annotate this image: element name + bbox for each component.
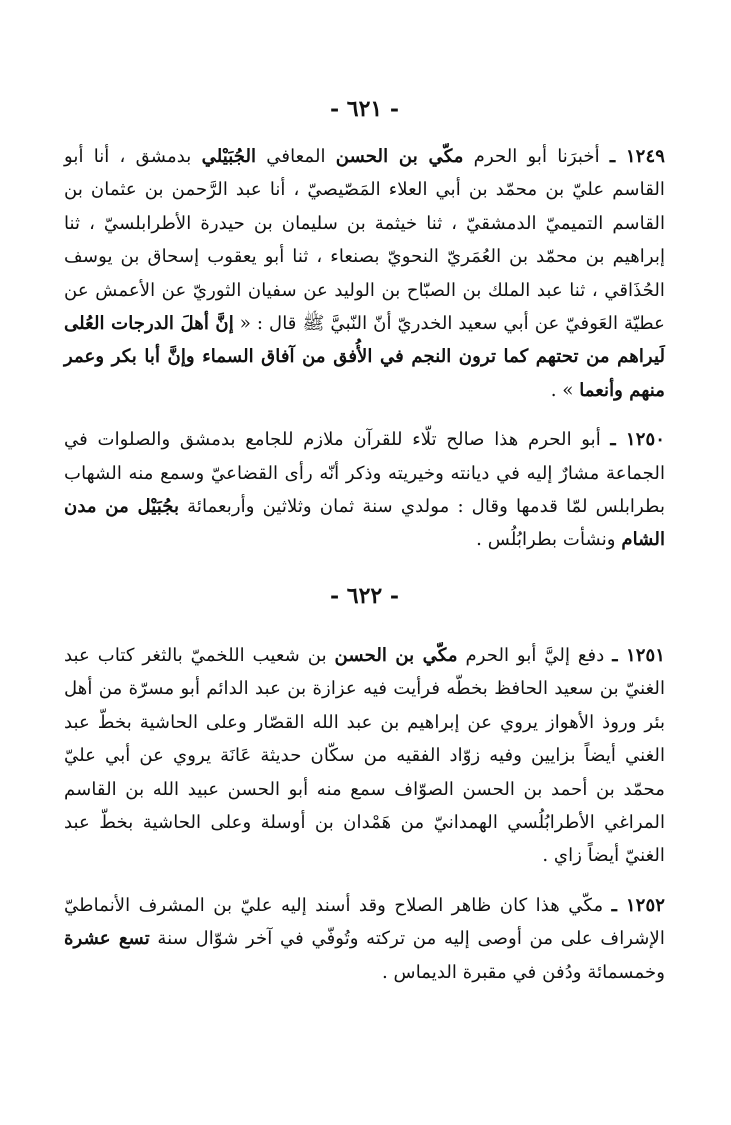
text-run: مكّي هذا كان ظاهر الصلاح وقد أسند إليه عليّ بن المشرف الأنماطيّ الإشراف على من أوصى إليه من تركته وتُوفّي في آخر شوّال سنة (64, 894, 665, 950)
entry-number: ١٢٥٠ ـ (610, 429, 665, 451)
text-run: أبو الحرم هذا صالح تلّاء للقرآن ملازم للجامع بدمشق والصلوات في الجماعة مشارٌ إليه في ديانته وخيريته وذكر أنّه رأى القضاعيّ وسمع منه الشهاب بطرابلس لمّا قدمها وقال : مولدي سنة ثمان وثلاثين وأربعمائة (64, 429, 665, 518)
page-number-heading: - ٦٢١ - (329, 96, 400, 122)
hadith-text: إنَّ أهلَ الدرجات العُلى لَيراهم من تحتهم كما ترون النجم في الأُفق من آفاق السماء وإنَّ أبا بكر وعمر منهم وأنعما (64, 313, 665, 401)
emphasized-name: مكّي بن الحسن (335, 146, 464, 167)
text-run: دفع إليَّ أبو الحرم (457, 644, 613, 666)
entry-1252 (64, 889, 665, 989)
text-run: بدمشق ، أنا أبو القاسم عليّ بن محمّد بن أبي العلاء المَصّيصيّ ، أنا عبد الرَّحمن بن عثمان بن القاسم التميميّ الدمشقيّ ، ثنا خيثمة بن سليمان بن حيدرة الأطرابلسيّ ، ثنا إبراهيم بن محمّد بن العُمَريّ النحويّ بصنعاء ، ثنا أبو يعقوب إسحاق بن يوسف الحُذَاقي ، ثنا عبد الملك بن الصبّاح بن الوليد عن سفيان الثوريّ عن الأعمش عن عطيّة العَوفيّ عن أبي سعيد الخدريّ أنّ النّبيَّ ﷺ قال : « (64, 146, 665, 335)
entry-number: ١٢٥١ ـ (612, 644, 666, 666)
emphasized-place: بجُبَيْل من مدن الشام (64, 496, 665, 551)
emphasized-name: الجُبَيْلي (201, 146, 257, 167)
entry-number: ١٢٤٩ ـ (609, 146, 665, 167)
text-run: أخبرَنا أبو الحرم (463, 146, 610, 167)
entry-1250 (64, 423, 665, 557)
entry-number: ١٢٥٢ ـ (611, 894, 665, 916)
text-run: ونشأت بطرابُلُس . (476, 529, 622, 551)
emphasized-name: مكّي بن الحسن (334, 644, 458, 666)
entry-1249 (64, 140, 665, 407)
text-run: المعافي (256, 146, 336, 167)
emphasized-text: تسع عشرة (64, 928, 150, 950)
text-run: بن شعيب اللخميّ بالثغر كتاب عبد الغنيّ بن سعيد الحافظ بخطّه فرأيت فيه عزازة بن عبد الدائم أبو مسرّة من أهل بئر وروذ الأهواز يروي عن إبراهيم بن عبد الله القصّار وعلى الحاشية بخطّ عبد الغني أيضاً بزايين وفيه زوّاد الفقيه من سكّان حديثة عَانَة يروي عن أبي عليّ محمّد بن أحمد بن الحسن الصوّاف سمع منه أبو الحسن عبيد الله بن القاسم المراغي الأطرابُلُسي الهمدانيّ من هَمْدان بن أوسلة وعلى الحاشية بخطّ عبد الغنيّ أيضاً زاي . (64, 644, 665, 867)
entry-1251 (64, 639, 665, 873)
page-number-heading: - ٦٢٢ - (329, 582, 400, 609)
text-run: » . (550, 379, 580, 401)
text-run: وخمسمائة ودُفن في مقبرة الديماس . (381, 961, 665, 983)
